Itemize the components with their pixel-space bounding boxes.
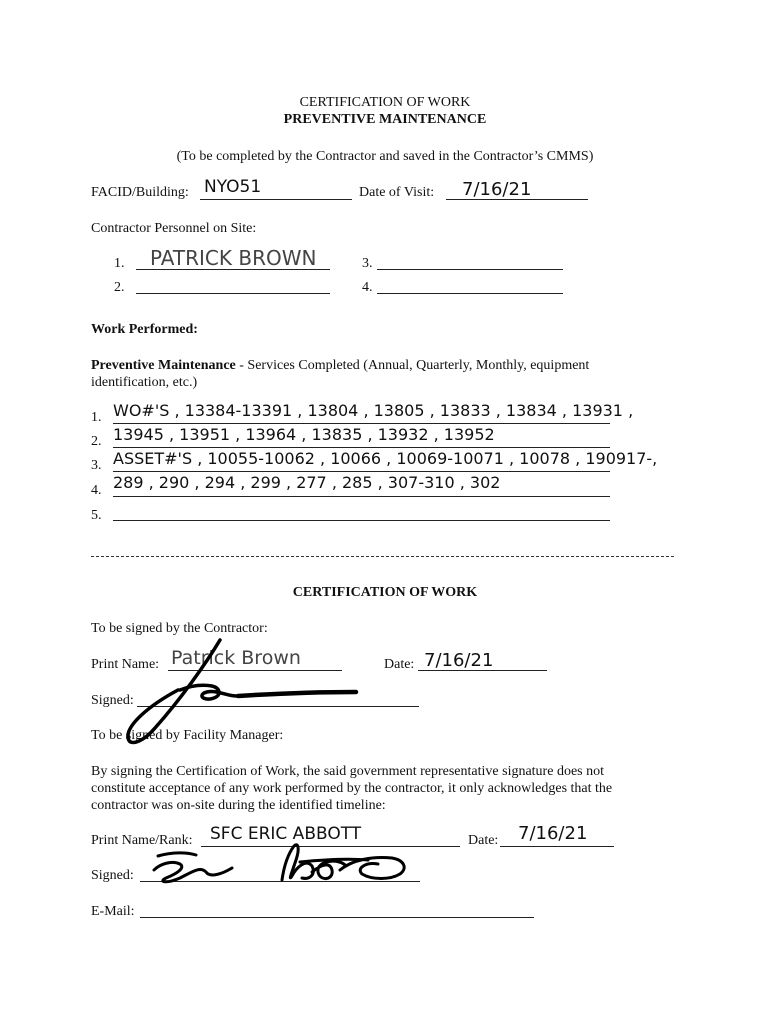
personnel-number-2: 2. <box>114 280 125 295</box>
contractor-signature-line[interactable] <box>137 706 419 707</box>
contractor-signed-label: Signed: <box>91 693 134 708</box>
work-line-4 <box>113 496 610 497</box>
work-field-3[interactable]: ASSET#'S , 10055-10062 , 10066 , 10069-10071 , 10078 , 190917-, <box>113 449 658 468</box>
disclaimer-line-3: contractor was on-site during the identified timeline: <box>91 798 386 813</box>
work-number-5: 5. <box>91 508 102 523</box>
work-field-2[interactable]: 13945 , 13951 , 13964 , 13835 , 13932 , 13952 <box>113 425 495 444</box>
manager-date-label: Date: <box>468 833 499 848</box>
personnel-label: Contractor Personnel on Site: <box>91 221 257 236</box>
manager-date-field[interactable]: 7/16/21 <box>518 823 588 844</box>
work-number-1: 1. <box>91 410 102 425</box>
facid-field[interactable]: NYO51 <box>204 177 262 197</box>
manager-signed-label: Signed: <box>91 868 134 883</box>
work-line-3 <box>113 471 610 472</box>
personnel-field-1[interactable]: PATRICK BROWN <box>150 246 317 270</box>
email-label: E-Mail: <box>91 904 135 919</box>
work-performed-heading: Work Performed: <box>91 322 198 337</box>
disclaimer-line-1: By signing the Certification of Work, the said government representative signature does not <box>91 764 604 779</box>
print-name-field[interactable]: Patrick Brown <box>171 647 301 669</box>
pm-desc-text: - Services Completed (Annual, Quarterly, Monthly, equipment <box>235 358 590 373</box>
personnel-line-2[interactable] <box>136 293 330 294</box>
manager-signature <box>154 845 404 882</box>
rank-field[interactable]: SFC ERIC ABBOTT <box>210 824 362 844</box>
pm-description <box>91 358 589 374</box>
instruction-text: (To be completed by the Contractor and saved in the Contractor’s CMMS) <box>176 149 594 164</box>
email-line <box>140 917 534 918</box>
work-line-1 <box>113 423 610 424</box>
work-line-2 <box>113 447 610 448</box>
contractor-date-field[interactable]: 7/16/21 <box>424 650 494 671</box>
manager-signature-line[interactable] <box>140 881 420 882</box>
work-number-3: 3. <box>91 458 102 473</box>
personnel-line-4[interactable] <box>377 293 563 294</box>
disclaimer-line-2: constitute acceptance of any work performed by the contractor, it only acknowledges that the <box>91 781 613 796</box>
pm-description-cont: identification, etc.) <box>91 375 198 390</box>
rank-line <box>201 846 460 847</box>
pm-label: Preventive Maintenance <box>91 358 236 373</box>
contractor-date-label: Date: <box>384 657 415 672</box>
personnel-number-4: 4. <box>362 280 373 295</box>
work-number-2: 2. <box>91 434 102 449</box>
work-line-5[interactable] <box>113 520 610 521</box>
personnel-line-3[interactable] <box>377 269 563 270</box>
work-field-4[interactable]: 289 , 290 , 294 , 299 , 277 , 285 , 307-310 , 302 <box>113 473 501 492</box>
contractor-sign-label: To be signed by the Contractor: <box>91 621 268 636</box>
manager-date-line <box>500 846 614 847</box>
certification-heading: CERTIFICATION OF WORK <box>292 585 478 600</box>
manager-sign-label: To be signed by Facility Manager: <box>91 728 284 743</box>
work-field-1[interactable]: WO#'S , 13384-13391 , 13804 , 13805 , 13833 , 13834 , 13931 , <box>113 401 634 420</box>
print-name-label: Print Name: <box>91 657 160 672</box>
document-title: CERTIFICATION OF WORK <box>299 95 471 110</box>
document-subtitle: PREVENTIVE MAINTENANCE <box>283 112 487 127</box>
facid-line <box>200 199 352 200</box>
personnel-number-1: 1. <box>114 256 125 271</box>
work-number-4: 4. <box>91 483 102 498</box>
personnel-number-3: 3. <box>362 256 373 271</box>
section-divider <box>91 556 674 557</box>
date-of-visit-label: Date of Visit: <box>359 185 435 200</box>
print-name-line <box>168 670 342 671</box>
rank-label: Print Name/Rank: <box>91 833 193 848</box>
date-of-visit-field[interactable]: 7/16/21 <box>462 179 532 200</box>
facid-label: FACID/Building: <box>91 185 189 200</box>
